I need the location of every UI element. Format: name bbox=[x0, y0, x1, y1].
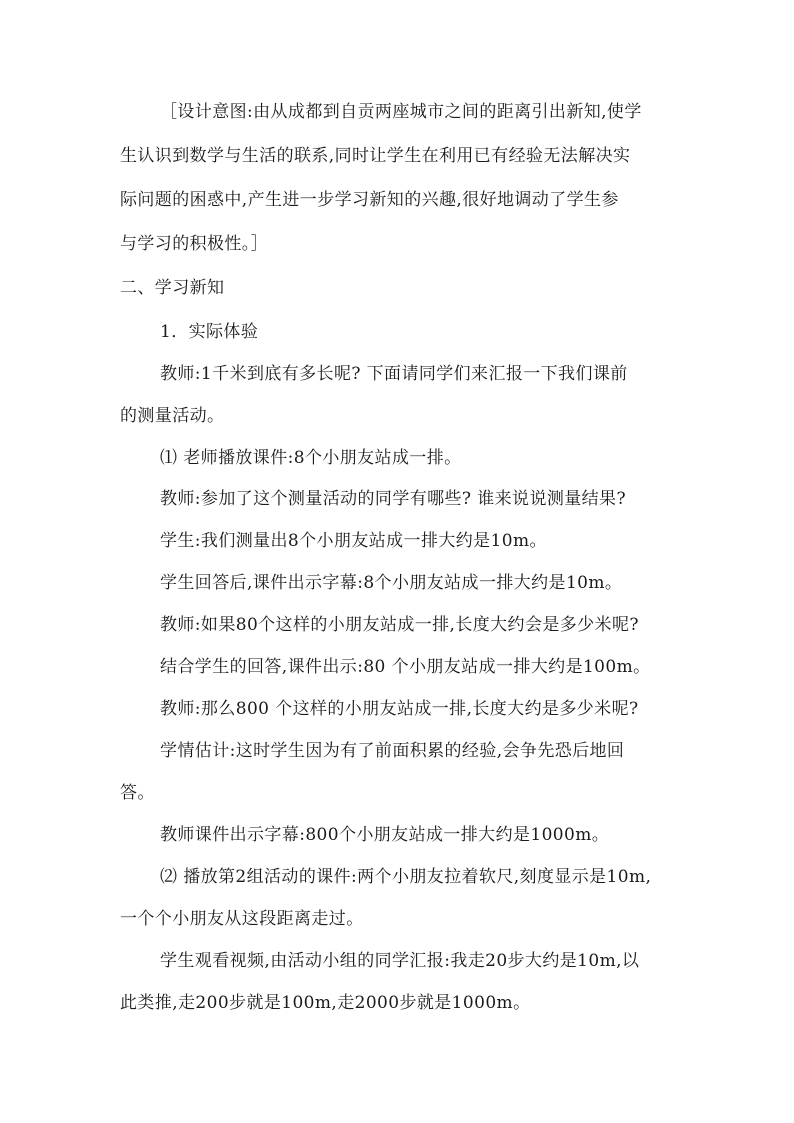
paragraph-line: 此类推,走200步就是100m,走2000步就是1000m。 bbox=[120, 993, 531, 1013]
paragraph-line: 一个个小朋友从这段距离走过。 bbox=[120, 909, 364, 929]
subsection-heading: 1．实际体验 bbox=[160, 322, 259, 342]
paragraph-line: 教师:如果80个这样的小朋友站成一排,长度大约会是多少米呢? bbox=[160, 615, 639, 635]
paragraph-line: 答。 bbox=[120, 783, 155, 803]
section-heading: 二、学习新知 bbox=[120, 278, 225, 298]
paragraph-line: 学情估计:这时学生因为有了前面积累的经验,会争先恐后地回 bbox=[160, 741, 625, 761]
design-intent-line-4: 与学习的积极性。］ bbox=[120, 234, 269, 254]
paragraph-line: 教师:参加了这个测量活动的同学有哪些? 谁来说说测量结果? bbox=[160, 489, 626, 509]
paragraph-line: 的测量活动。 bbox=[120, 406, 225, 426]
paragraph-line: 结合学生的回答,课件出示:80 个小朋友站成一排大约是100m。 bbox=[160, 657, 651, 677]
paragraph-line: 教师课件出示字幕:800个小朋友站成一排大约是1000m。 bbox=[160, 825, 610, 845]
paragraph-line: 学生观看视频,由活动小组的同学汇报:我走20步大约是10m,以 bbox=[160, 951, 640, 971]
design-intent-line-2: 生认识到数学与生活的联系,同时让学生在利用已有经验无法解决实 bbox=[120, 146, 631, 166]
paragraph-line: ⑵ 播放第2组活动的课件:两个小朋友拉着软尺,刻度显示是10m, bbox=[160, 867, 652, 887]
design-intent-line-1: ［设计意图:由从成都到自贡两座城市之间的距离引出新知,使学 bbox=[160, 102, 642, 122]
paragraph-line: 学生回答后,课件出示字幕:8个小朋友站成一排大约是10m。 bbox=[160, 573, 623, 593]
design-intent-line-3: 际问题的困惑中,产生进一步学习新知的兴趣,很好地调动了学生参 bbox=[120, 190, 619, 210]
paragraph-line: 教师:1千米到底有多长呢? 下面请同学们来汇报一下我们课前 bbox=[160, 364, 628, 384]
paragraph-line: 学生:我们测量出8个小朋友站成一排大约是10m。 bbox=[160, 531, 547, 551]
paragraph-line: 教师:那么800 个这样的小朋友站成一排,长度大约是多少米呢? bbox=[160, 699, 639, 719]
paragraph-line: ⑴ 老师播放课件:8个小朋友站成一排。 bbox=[160, 448, 462, 468]
